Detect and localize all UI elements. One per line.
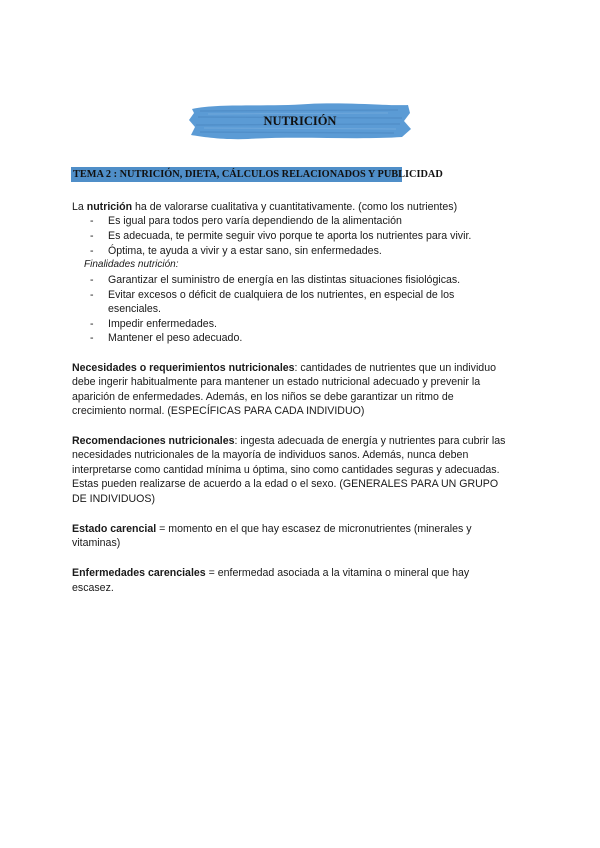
finalidades-label: Finalidades nutrición: [84,259,179,270]
list-item-text: Mantener el peso adecuado. [108,332,243,344]
bullet-dash: - [90,230,94,242]
list-item-text: Evitar excesos o déficit de cualquiera de los nutrientes, en especial de los [108,289,455,301]
list-item-text: Es adecuada, te permite seguir vivo porque te aporta los nutrientes para vivir. [108,230,472,242]
list-item-text: Es igual para todos pero varía dependiendo de la alimentación [108,215,402,227]
list-item-text: esenciales. [108,303,161,315]
list-item-text: Óptima, te ayuda a vivir y a estar sano, sin enfermedades. [108,245,382,257]
recomendaciones-line-2: necesidades nutricionales de la mayoría de individuos sanos. Además, nunca deben [72,449,469,461]
necesidades-line-4: crecimiento normal. (ESPECÍFICAS PARA CADA INDIVIDUO) [72,405,365,417]
title-banner [188,101,412,141]
intro-post: ha de valorarse cualitativa y cuantitativamente. (como los nutrientes) [132,201,458,213]
estado-line-1 [72,522,472,536]
necesidades-term: Necesidades o requerimientos nutricionales [72,362,295,374]
enfermedades-line-2: escasez. [72,582,114,594]
enfermedades-term: Enfermedades carenciales [72,567,206,579]
list-item-text: Impedir enfermedades. [108,318,217,330]
estado-text: = momento en el que hay escasez de micronutrientes (minerales y [156,523,472,535]
bullet-dash: - [90,215,94,227]
bullet-dash: - [90,318,94,330]
intro-bold: nutrición [86,201,133,213]
bullet-dash: - [90,274,94,286]
estado-line-2: vitaminas) [72,537,121,549]
page-title: NUTRICIÓN [263,114,337,128]
necesidades-line-3: aparición de enfermedades. Además, en los niños se debe garantizar un ritmo de [72,391,454,403]
recomendaciones-text: : ingesta adecuada de energía y nutrientes para cubrir las [234,435,506,447]
enfermedades-line-1 [72,566,469,580]
necesidades-text: : cantidades de nutrientes que un individuo [294,362,496,374]
intro-pre: La [72,201,87,213]
recomendaciones-line-5: DE INDIVIDUOS) [72,493,155,505]
recomendaciones-term: Recomendaciones nutricionales [72,435,235,447]
intro-paragraph [72,200,457,214]
recomendaciones-line-3: interpretarse como cantidad mínima u óptima, sino como cantidades seguras y adecuadas. [72,464,500,476]
necesidades-line-1 [72,361,496,375]
necesidades-line-2: debe ingerir habitualmente para mantener un estado nutricional adecuado y prevenir la [72,376,481,388]
enfermedades-text: = enfermedad asociada a la vitamina o mineral que hay [205,567,470,579]
recomendaciones-line-1 [72,434,505,448]
tema-heading: TEMA 2 : NUTRICIÓN, DIETA, CÁLCULOS RELACIONADOS Y PUBLICIDAD [73,169,443,180]
bullet-dash: - [90,332,94,344]
list-item-text: Garantizar el suministro de energía en las distintas situaciones fisiológicas. [108,274,461,286]
estado-term: Estado carencial [72,523,157,535]
bullet-dash: - [90,245,94,257]
bullet-dash: - [90,289,94,301]
recomendaciones-line-4: Estas pueden realizarse de acuerdo a la edad o el sexo. (GENERALES PARA UN GRUPO [72,478,499,490]
